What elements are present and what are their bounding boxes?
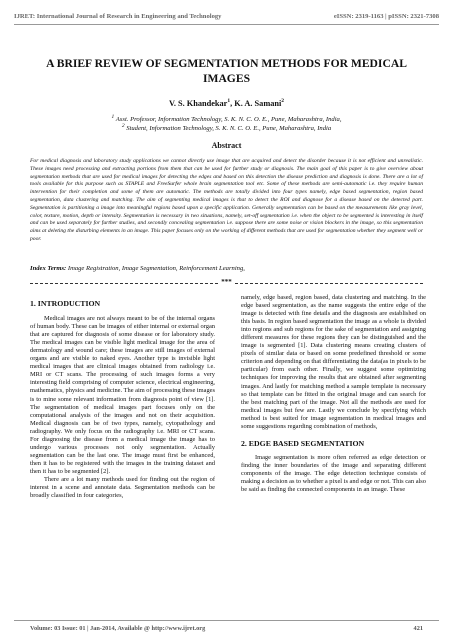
right-column bbox=[241, 294, 426, 494]
author-1-sup: 1 bbox=[227, 98, 231, 104]
page-number: 421 bbox=[413, 625, 423, 632]
left-column bbox=[30, 296, 215, 500]
author-1: V. S. Khandekar bbox=[168, 98, 228, 108]
affiliation-1-sup: 1 bbox=[111, 114, 115, 120]
edge-paragraph-1: Image segmentation is more often referred as edge detection or finding the inner boundaries of the image and separating different components of the image. The edge detection technique consists of making a decision as to whether a pixel is and edge or not. This can also be said as finding the connected components in an image. These bbox=[241, 453, 426, 494]
author-line bbox=[20, 98, 433, 108]
section-divider bbox=[30, 280, 423, 286]
intro-paragraph-2: There are a lot many methods used for finding out the region of interest in a scene and annotate data. Segmentation methods can be broadly classified in four categories, bbox=[30, 475, 215, 500]
journal-header bbox=[14, 11, 439, 23]
intro-heading: 1. INTRODUCTION bbox=[30, 299, 101, 308]
affiliation-2-text: Student, Information Technology, S. K. N. C. O. E., Pune, Maharashtra, India bbox=[124, 125, 332, 133]
abstract-body: For medical diagnosis and laboratory study applications we cannot directly use image that are acquired and detect the disorder because it is not efficient and unrealistic. These images need processing and extracting portions from them that can be used for further study or diagnosis. The main goal of this paper is to give overview about segmentation methods that are used for medical images for detecting the edges and based on this detection the disease prediction and diagnosis is done. There are a lot of tools available for this purpose such as STAPLE and FreeSurfer whole brain segmentation tool etc. Some of these methods are semi-automatic i.e. they require human intervention for their completion and some of them are automatic. The methods are totally divided into four types namely, edge based segmentation, region based segmentation, data clustering and matching. The aim of segmenting medical images is that to detect the ROI and diagnose for a disease based on the detected part. Segmentation is partitioning a image into meaningful regions based upon a specific application. Generally segmentation can be based on the measurements like gray level, color, texture, motion, depth or intensity. Segmentation is necessary in two situations, namely, set-off segmentation i.e. when the object to be segmented is interesting in itself and can be used separately for further studies, and secondly concealing segmentation i.e. suppose there are some noise or vision blockers in the image, so this segmentation aims at deleting the disturbing elements in an image. This paper focuses only on the working of different methods that are used for segmentation whether they segment well or poor. bbox=[30, 158, 423, 242]
affiliation-1-text: Asst. Professor, Information Technology, S. K. N. C. O. E., Pune, Maharashtra, India, bbox=[114, 116, 342, 124]
journal-issn: eISSN: 2319-1163 | pISSN: 2321-7308 bbox=[333, 13, 439, 20]
abstract-heading: Abstract bbox=[211, 141, 242, 150]
divider-mark: *** bbox=[221, 278, 232, 286]
author-separator: , bbox=[230, 98, 235, 108]
journal-name: IJRET: International Journal of Research in Engineering and Technology bbox=[14, 13, 222, 20]
intro-continuation: namely, edge based, region based, data clustering and matching. In the edge based segmentation, as the name suggests the entire edge of the image is detected with fine details and the diagnosis are established on this basis. In region based segmentation the image as a whole is divided into regions and sub regions for the sake of segmentation and assigning different measures for these regions they can be distinguished and the image is segmented [1]. Data clustering means creating clusters of pixels of similar data or based on some predefined threshold or some criterion and depending on that differentiating the data(as in pixels to be particular) from each other. Finally, we suggest some optimizing techniques for improving the results that are obtained after segmenting images. And lastly for matching method a sample template is necessary so that template can be fitted in the original image and can search for the best matching part of the image. Not all the methods are used for medical images but few are. Lastly we conclude by specifying which method is best suited for image segmentation in medical images and some suggestions regarding combination of methods, bbox=[241, 294, 426, 430]
footer-rule bbox=[14, 620, 439, 621]
paper-title: A BRIEF REVIEW OF SEGMENTATION METHODS FOR MEDICAL IMAGES bbox=[46, 57, 407, 85]
footer-volume: Volume: 03 Issue: 01 | Jan-2014, Available @ http://www.ijret.org bbox=[30, 625, 206, 632]
affiliation-2 bbox=[20, 122, 433, 134]
edge-heading: 2. EDGE BASED SEGMENTATION bbox=[241, 438, 365, 448]
header-rule bbox=[14, 24, 439, 25]
author-2-sup: 2 bbox=[281, 98, 285, 104]
index-terms bbox=[30, 265, 423, 272]
page-footer bbox=[30, 625, 423, 632]
author-2: K. A. Samani bbox=[234, 98, 282, 108]
affiliation-2-sup: 2 bbox=[121, 123, 125, 129]
intro-paragraph-1: Medical images are not always meant to be of the internal organs of human body. These can be images of either internal or external organ that are captured for diagnosis of some disease or for laboratory study. The medical images can be visible light medical image for the area of dermatology and wound care; these images are still images of external organs and are visible to naked eyes. Another type is invisible light medical images that are clinical images obtained from radiology i.e. MRI or CT scans. The processing of such images forms a very interesting field comprising of computer science, electrical engineering, mathematics, physics and medicine. The aim of processing these images is to mine some relevant information from diagnosis point of view [1]. The segmentation of medical images part focuses only on the computational analysis of the images and not on their acquisition. Medical diagnosis can be of two types, namely, cytopathology and radiography. We only focus on the radiography i.e. MRI or CT scans. For diagnosing the disease from a medical image the image has to undergo various processes not only segmentation. Actually segmentation can be the last one. The image must first be enhanced, then it has to be registered with the images in the training dataset and then it has to be segmented [2]. bbox=[30, 315, 215, 475]
index-terms-label: Index Terms: bbox=[30, 265, 67, 272]
index-terms-text: Image Registration, Image Segmentation, Reinforcement Learning, bbox=[66, 265, 245, 272]
